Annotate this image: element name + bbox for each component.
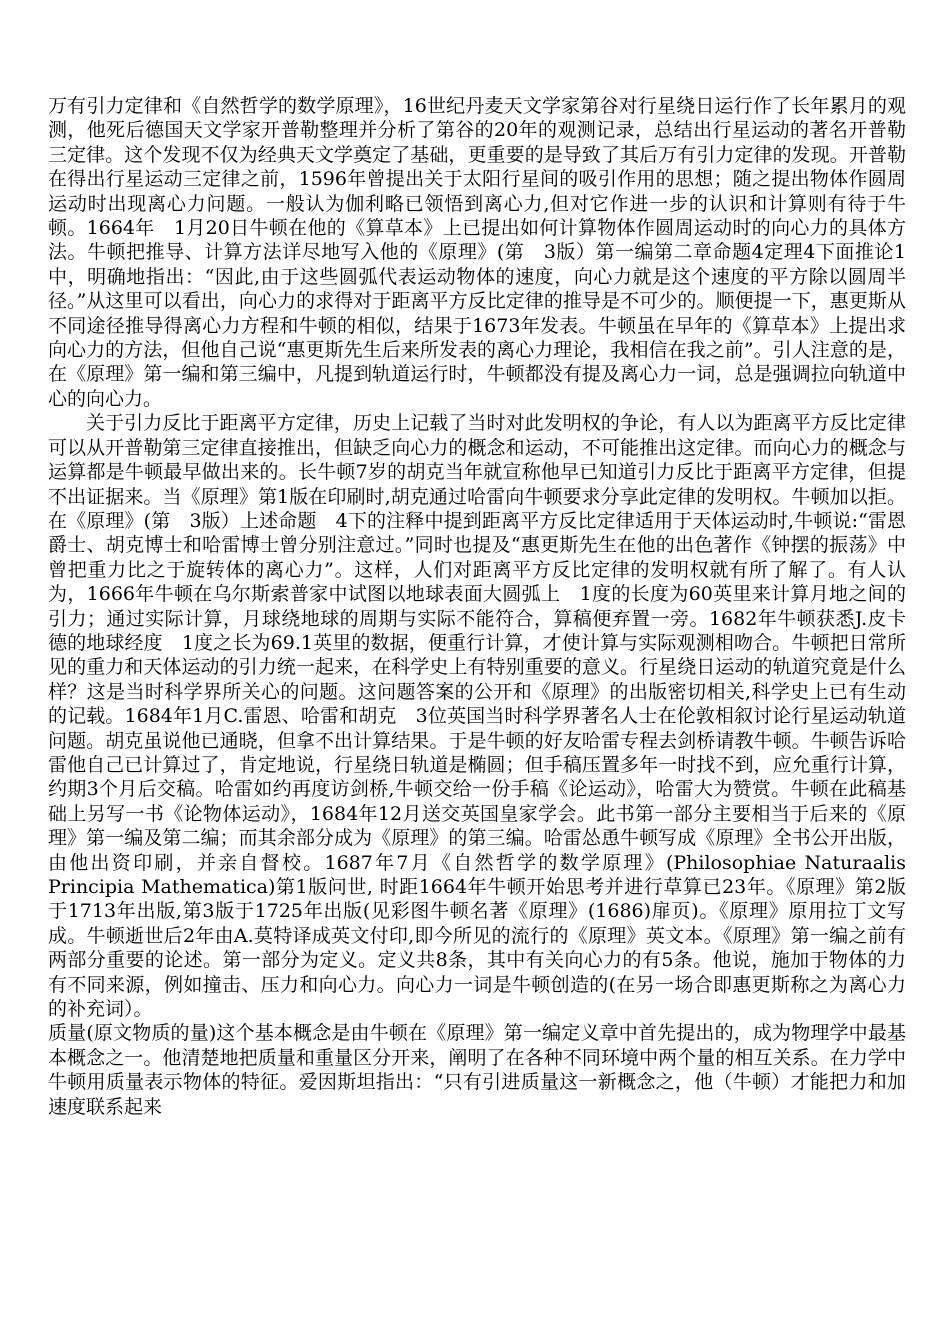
paragraph-kepler-centripetal: 万有引力定律和《自然哲学的数学原理》，16世纪丹麦天文学家第谷对行星绕日运行作了长年累月的观测，他死后德国天文学家开普勒整理并分析了第谷的20年的观测记录，总结出行星运动的著名开普勒三定律。这个发现不仅为经典天文学奠定了基础，更重要的是导致了其后万有引力定律的发现。开普勒在得出行星运动三定律之前，1596年曾提出关于太阳行星间的吸引作用的思想；随之提出物体作圆周运动时出现离心力问题。一般认为伽利略已领悟到离心力,但对它作进一步的认识和计算则有待于牛顿。1664年 1月20日牛顿在他的《算草本》上已提出如何计算物体作圆周运动时的向心力的具体方法。牛顿把推导、计算方法详尽地写入他的《原理》(第 3版）第一编第二章命题4定理4下面推论1中，明确地指出：“因此,由于这些圆弧代表运动物体的速度，向心力就是这个速度的平方除以圆周半径。”从这里可以看出，向心力的求得对于距离平方反比定律的推导是不可少的。顺便提一下，惠更斯从不同途径推导得离心力方程和牛顿的相似，结果于1673年发表。牛顿虽在早年的《算草本》上提出求向心力的方法，但他自己说“惠更斯先生后来所发表的离心力理论，我相信在我之前”。引人注意的是，在《原理》第一编和第三编中，凡提到轨道运行时，牛顿都没有提及离心力一词，总是强调拉向轨道中心的向心力。 (48, 95, 906, 410)
document-page (48, 94, 906, 1119)
paragraph-inverse-square-law: 关于引力反比于距离平方定律，历史上记载了当时对此发明权的争论，有人以为距离平方反比定律可以从开普勒第三定律直接推出，但缺乏向心力的概念和运动，不可能推出这定律。而向心力的概念与运算都是牛顿最早做出来的。长牛顿7岁的胡克当年就宣称他早已知道引力反比于距离平方定律，但提不出证据来。当《原理》第1版在印刷时,胡克通过哈雷向牛顿要求分享此定律的发明权。牛顿加以拒。在《原理》(第 3版）上述命题 4下的注释中提到距离平方反比定律适用于天体运动时,牛顿说:“雷恩爵士、胡克博士和哈雷博士曾分别注意过。”同时也提及“惠更斯先生在他的出色著作《钟摆的振荡》中曾把重力比之于旋转体的离心力”。这样，人们对距离平方反比定律的发明权就有所了解了。有人认为，1666年牛顿在乌尔斯索普家中试图以地球表面大圆弧上 1度的长度为60英里来计算月地之间的引力；通过实际计算，月球绕地球的周期与实际不能符合，算稿便弃置一旁。1682年牛顿获悉J.皮卡德的地球经度 1度之长为69.1英里的数据，便重行计算，才使计算与实际观测相吻合。牛顿把日常所见的重力和天体运动的引力统一起来，在科学史上有特别重要的意义。行星绕日运动的轨道究竟是什么样？这是当时科学界所关心的问题。这问题答案的公开和《原理》的出版密切相关,科学史上已有生动的记载。1684年1月C.雷恩、哈雷和胡克 3位英国当时科学界著名人士在伦敦相叙讨论行星运动轨道问题。胡克虽说他已通晓，但拿不出计算结果。于是牛顿的好友哈雷专程去剑桥请教牛顿。牛顿告诉哈雷他自己已计算过了，肯定地说，行星绕日轨道是椭圆；但手稿压置多年一时找不到，应允重行计算，约期3个月后交稿。哈雷如约再度访剑桥,牛顿交给一份手稿《论运动》，哈雷大为赞赏。牛顿在此稿基础上另写一书《论物体运动》，1684年12月送交英国皇家学会。此书第一部分主要相当于后来的《原理》第一编及第二编；而其余部分成为《原理》的第三编。哈雷怂恿牛顿写成《原理》全书公开出版，由他出资印刷，并亲自督校。1687年7月《自然哲学的数学原理》(Philosophiae Naturaalis Principia Mathematica)第1版问世, 时距1664年牛顿开始思考并进行草算已23年。《原理》第2版于1713年出版,第3版于1725年出版(见彩图牛顿名著《原理》(1686)扉页)。《原理》原用拉丁文写成。牛顿逝世后2年由A.莫特译成英文付印,即今所见的流行的《原理》英文本。《原理》第一编之前有两部分重要的论述。第一部分为定义。定义共8条，其中有关向心力的有5条。他说，施加于物体的力有不同来源，例如撞击、压力和向心力。向心力一词是牛顿创造的(在另一场合即惠更斯称之为离心力的补充词）。 (48, 412, 906, 1021)
paragraph-mass-concept: 质量(原文物质的量)这个基本概念是由牛顿在《原理》第一编定义章中首先提出的，成为物理学中最基本概念之一。他清楚地把质量和重量区分开来，阐明了在各种不同环境中两个量的相互关系。在力学中牛顿用质量表示物体的特征。爱因斯坦指出：“只有引进质量这一新概念之，他（牛顿）才能把力和加速度联系起来 (48, 1022, 906, 1118)
